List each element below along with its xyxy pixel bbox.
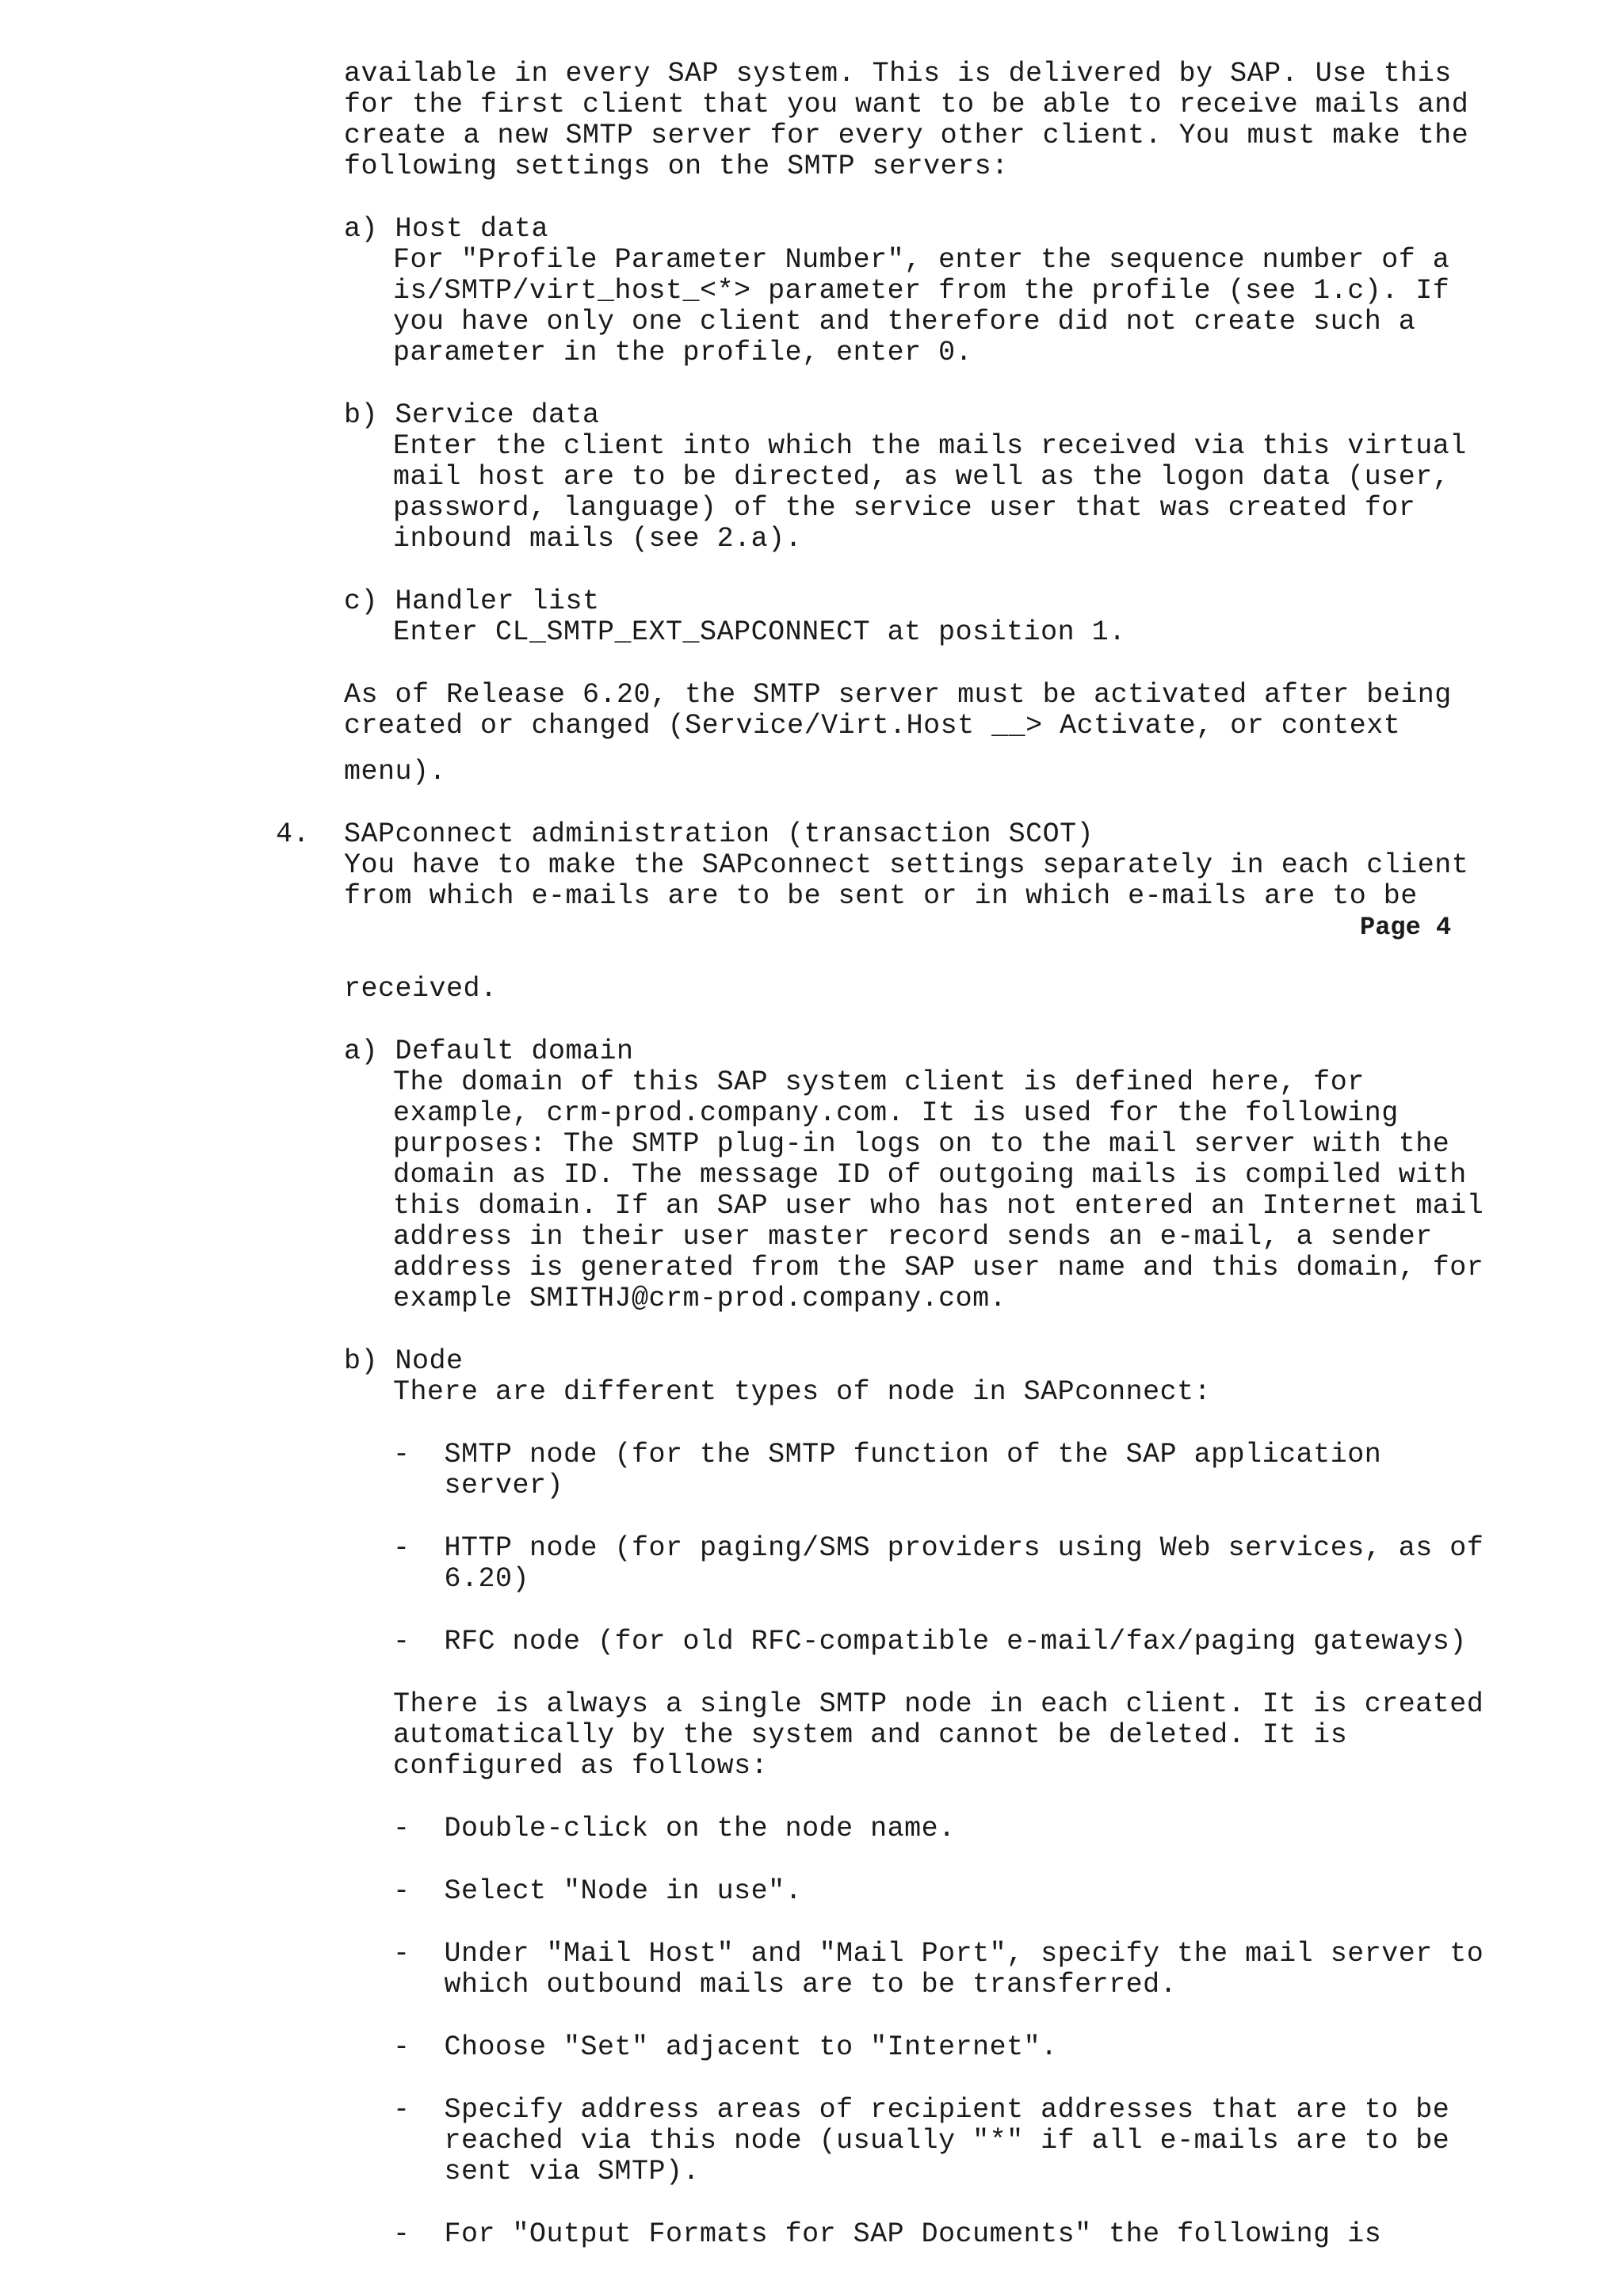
service-data-line: Enter the client into which the mails received via this virtual bbox=[393, 430, 1467, 462]
default-domain-label: a) Default domain bbox=[344, 1035, 634, 1067]
body-text-line: following settings on the SMTP servers: bbox=[344, 151, 1009, 182]
node-type-item: - RFC node (for old RFC-compatible e-mail/fax/paging gateways) bbox=[393, 1626, 1467, 1657]
service-data-line: inbound mails (see 2.a). bbox=[393, 523, 803, 555]
config-step: sent via SMTP). bbox=[393, 2156, 701, 2187]
smtp-node-text: configured as follows: bbox=[393, 1750, 769, 1782]
default-domain-line: address is generated from the SAP user name and this domain, for bbox=[393, 1252, 1484, 1283]
default-domain-line: address in their user master record sends an e-mail, a sender bbox=[393, 1221, 1433, 1253]
host-data-label: a) Host data bbox=[344, 213, 549, 245]
host-data-line: For "Profile Parameter Number", enter the sequence number of a bbox=[393, 244, 1450, 276]
section-4-continued: received. bbox=[344, 973, 498, 1005]
host-data-line: you have only one client and therefore did not create such a bbox=[393, 306, 1416, 338]
service-data-line: password, language) of the service user that was created for bbox=[393, 492, 1416, 524]
host-data-line: parameter in the profile, enter 0. bbox=[393, 337, 973, 368]
default-domain-line: example, crm-prod.company.com. It is used for the following bbox=[393, 1097, 1399, 1129]
config-step: - Under "Mail Host" and "Mail Port", specify the mail server to bbox=[393, 1938, 1484, 1970]
default-domain-line: domain as ID. The message ID of outgoing mails is compiled with bbox=[393, 1159, 1467, 1191]
node-type-item: - SMTP node (for the SMTP function of the SAP application bbox=[393, 1439, 1382, 1470]
config-step: - Choose "Set" adjacent to "Internet". bbox=[393, 2031, 1058, 2063]
smtp-node-text: automatically by the system and cannot be deleted. It is bbox=[393, 1719, 1348, 1751]
release-note-line: created or changed (Service/Virt.Host __> Activate, or context bbox=[344, 710, 1401, 742]
release-note-line: menu). bbox=[344, 756, 447, 788]
section-4-line: You have to make the SAPconnect settings separately in each client bbox=[344, 849, 1469, 881]
config-step: - Select "Node in use". bbox=[393, 1875, 803, 1907]
service-data-line: mail host are to be directed, as well as the logon data (user, bbox=[393, 461, 1450, 493]
body-text-line: create a new SMTP server for every other client. You must make the bbox=[344, 120, 1469, 151]
release-note-line: As of Release 6.20, the SMTP server must be activated after being bbox=[344, 679, 1452, 711]
body-text-line: available in every SAP system. This is delivered by SAP. Use this bbox=[344, 58, 1452, 90]
node-type-item: server) bbox=[393, 1470, 564, 1501]
page-number: Page 4 bbox=[1360, 913, 1452, 942]
node-type-item: 6.20) bbox=[393, 1563, 530, 1595]
config-step: - For "Output Formats for SAP Documents" the following is bbox=[393, 2218, 1382, 2250]
node-label: b) Node bbox=[344, 1345, 464, 1377]
service-data-label: b) Service data bbox=[344, 399, 600, 431]
host-data-line: is/SMTP/virt_host_<*> parameter from the profile (see 1.c). If bbox=[393, 275, 1450, 307]
section-4-heading: 4. SAPconnect administration (transaction SCOT) bbox=[276, 818, 1094, 850]
default-domain-line: example SMITHJ@crm-prod.company.com. bbox=[393, 1283, 1007, 1314]
config-step: - Double-click on the node name. bbox=[393, 1813, 956, 1844]
default-domain-line: purposes: The SMTP plug-in logs on to the mail server with the bbox=[393, 1128, 1450, 1160]
handler-list-line: Enter CL_SMTP_EXT_SAPCONNECT at position 1. bbox=[393, 616, 1126, 648]
node-intro: There are different types of node in SAPconnect: bbox=[393, 1376, 1212, 1408]
node-type-item: - HTTP node (for paging/SMS providers using Web services, as of bbox=[393, 1532, 1484, 1564]
config-step: which outbound mails are to be transferred. bbox=[393, 1969, 1178, 2000]
default-domain-line: this domain. If an SAP user who has not entered an Internet mail bbox=[393, 1190, 1484, 1222]
section-4-line: from which e-mails are to be sent or in which e-mails are to be bbox=[344, 880, 1418, 912]
handler-list-label: c) Handler list bbox=[344, 585, 600, 617]
config-step: - Specify address areas of recipient addresses that are to be bbox=[393, 2094, 1450, 2126]
config-step: reached via this node (usually "*" if all e-mails are to be bbox=[393, 2125, 1450, 2157]
smtp-node-text: There is always a single SMTP node in each client. It is created bbox=[393, 1688, 1484, 1720]
default-domain-line: The domain of this SAP system client is defined here, for bbox=[393, 1066, 1365, 1098]
body-text-line: for the first client that you want to be able to receive mails and bbox=[344, 89, 1469, 120]
